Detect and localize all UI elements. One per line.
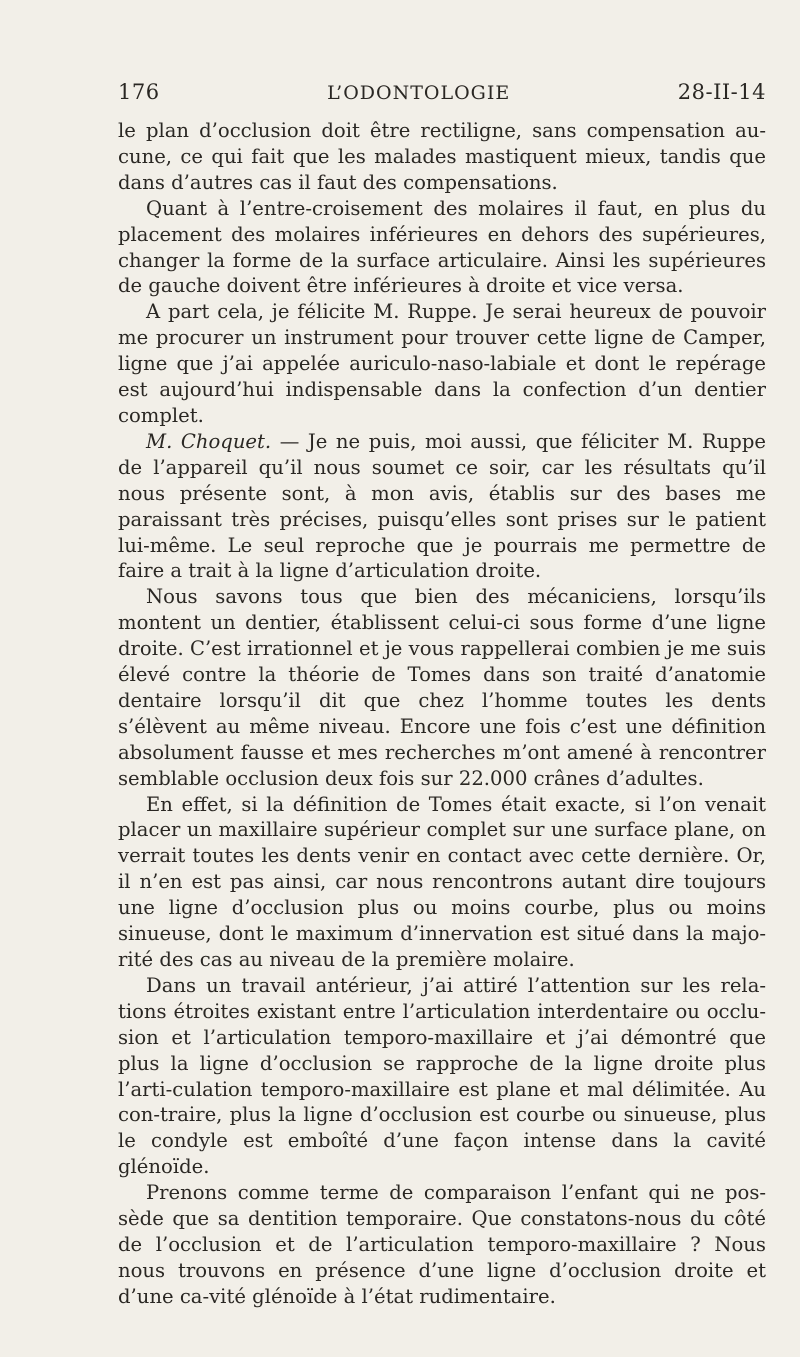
paragraph: le plan d’occlusion doit être rectiligne, sans compensation au-cune, ce qui fait que les malades mastiquent mieux, tandis que dans d’autres cas il faut des compensations.: [118, 119, 766, 194]
speaker-name: M. Choquet.: [146, 429, 272, 453]
body-text: [118, 118, 766, 1310]
paragraph: Quant à l’entre-croisement des molaires il faut, en plus du placement des molaires inférieures en dehors des supérieures, changer la forme de la surface articulaire. Ainsi les supérieures de gauche doivent être inférieures à droite et vice versa.: [118, 196, 766, 298]
paragraph: Nous savons tous que bien des mécaniciens, lorsqu’ils montent un dentier, établissent celui-ci sous forme d’une ligne droite. C’est irrationnel et je vous rappellerai combien je me suis élevé contre la théorie de Tomes dans son traité d’anatomie dentaire lorsqu’il dit que chez l’homme toutes les dents s’élèvent au même niveau. Encore une fois c’est une définition absolument fausse et mes recherches m’ont amené à rencontrer semblable occlusion deux fois sur 22.000 crânes d’adultes.: [118, 585, 766, 790]
paragraph: A part cela, je félicite M. Ruppe. Je serai heureux de pouvoir me procurer un instrument pour trouver cette ligne de Camper, ligne que j’ai appelée auriculo-naso-labiale et dont le repérage est aujourd’hui indispensable dans la confection d’un dentier complet.: [118, 300, 766, 427]
paragraph: En effet, si la définition de Tomes était exacte, si l’on venait placer un maxillaire supérieur complet sur une surface plane, on verrait toutes les dents venir en contact avec cette dernière. Or, il n’en est pas ainsi, car nous rencontrons autant dire toujours une ligne d’occlusion plus ou moins courbe, plus ou moins sinueuse, dont le maximum d’innervation est situé dans la majo-rité des cas au niveau de la première molaire.: [118, 792, 766, 971]
journal-title: L’ODONTOLOGIE: [327, 82, 511, 104]
paragraph: Prenons comme terme de comparaison l’enfant qui ne pos-sède que sa dentition temporaire. Que constatons-nous du côté de l’occlusion et de l’articulation temporo-maxillaire ? Nous nous trouvons en présence d’une ligne d’occlusion droite et d’une ca-vité glénoïde à l’état rudimentaire.: [118, 1181, 766, 1308]
paragraph-choquet: [118, 429, 766, 584]
page-number: 176: [118, 80, 160, 104]
running-header: [118, 80, 766, 104]
issue-date: 28-II-14: [677, 80, 766, 104]
paragraph: Dans un travail antérieur, j’ai attiré l’attention sur les rela-tions étroites existant entre l’articulation interdentaire ou occlu-sion et l’articulation temporo-maxillaire et j’ai démontré que plus la ligne d’occlusion se rapproche de la ligne droite plus l’arti-culation temporo-maxillaire est plane et mal délimitée. Au con-traire, plus la ligne d’occlusion est courbe ou sinueuse, plus le condyle est emboîté d’une façon intense dans la cavité glénoïde.: [118, 973, 766, 1179]
speaker-text: — Je ne puis, moi aussi, que féliciter M. Ruppe de l’appareil qu’il nous soumet ce soir, car les résultats qu’il nous présente sont, à mon avis, établis sur des bases me paraissant très précises, puisqu’elles sont prises sur le patient lui-même. Le seul reproche que je pourrais me permettre de faire a trait à la ligne d’articulation droite.: [118, 429, 766, 583]
